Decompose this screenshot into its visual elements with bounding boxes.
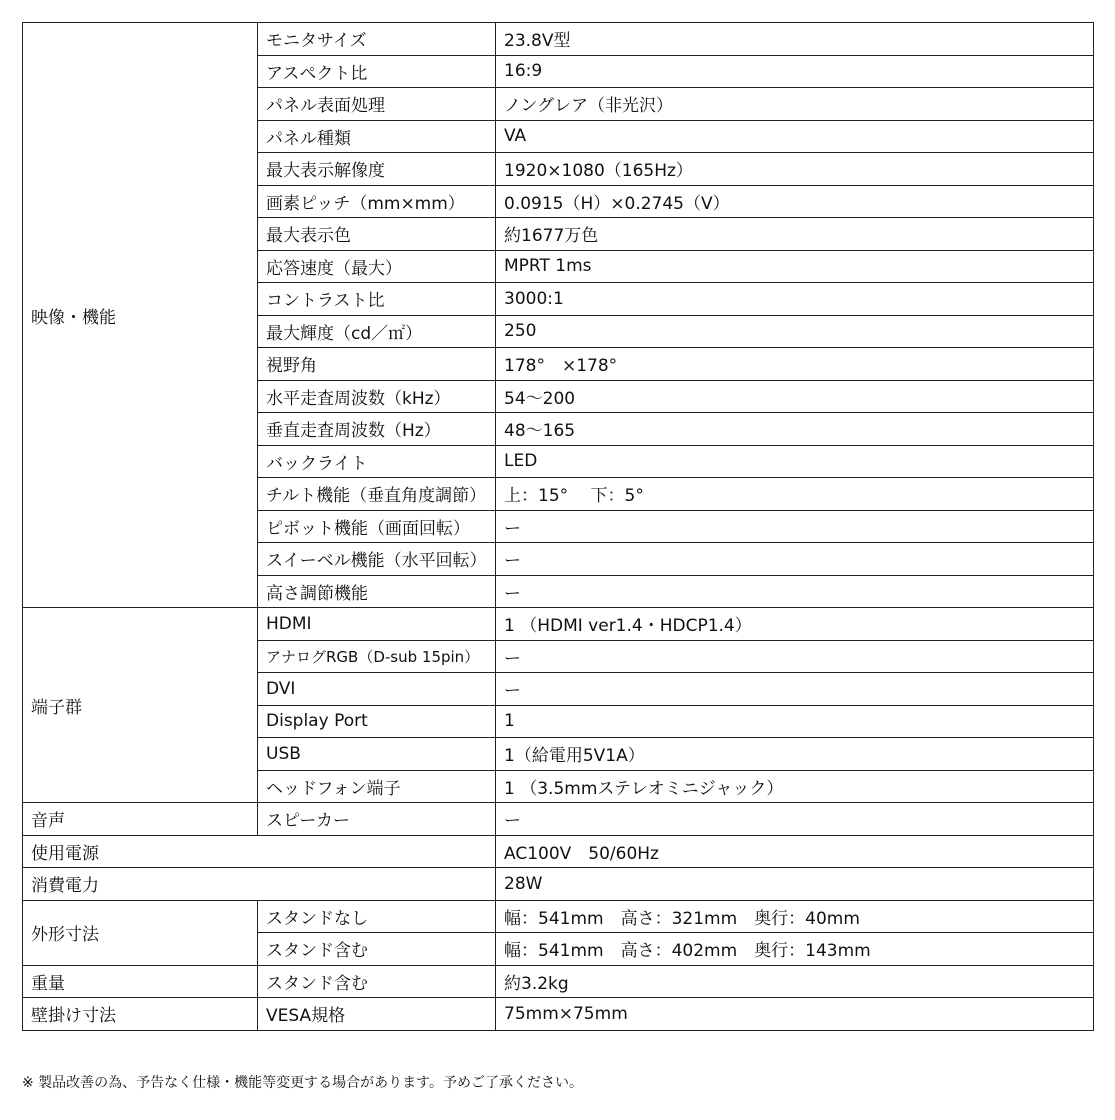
spec-label: モニタサイズ [258,23,496,56]
spec-value: 約3.2kg [496,965,1094,998]
spec-label: VESA規格 [258,998,496,1031]
spec-label: 最大表示色 [258,218,496,251]
spec-value: ー [496,510,1094,543]
spec-value: LED [496,445,1094,478]
spec-table-body [23,23,1094,1031]
footnote: ※ 製品改善の為、予告なく仕様・機能等変更する場合があります。予めご了承ください。 [22,1075,584,1091]
spec-label: スタンド含む [258,933,496,966]
table-row [23,835,1094,868]
table-row [23,23,1094,56]
spec-value: 約1677万色 [496,218,1094,251]
spec-label: 画素ピッチ（mm×mm） [258,185,496,218]
category-weight: 重量 [23,965,258,998]
table-row [23,868,1094,901]
spec-label: 水平走査周波数（kHz） [258,380,496,413]
spec-value: MPRT 1ms [496,250,1094,283]
spec-value: 1（給電用5V1A） [496,738,1094,771]
spec-value: AC100V 50/60Hz [496,835,1094,868]
spec-label: アナログRGB（D-sub 15pin） [258,640,496,673]
spec-label: コントラスト比 [258,283,496,316]
category-video: 映像・機能 [23,23,258,608]
category-dimensions: 外形寸法 [23,900,258,965]
spec-label: スタンドなし [258,900,496,933]
spec-value: 54〜200 [496,380,1094,413]
spec-value: 0.0915（H）×0.2745（V） [496,185,1094,218]
table-row [23,900,1094,933]
spec-table [22,22,1094,1031]
spec-value: 23.8V型 [496,23,1094,56]
spec-label: DVI [258,673,496,706]
spec-label: 視野角 [258,348,496,381]
category-wall-mount: 壁掛け寸法 [23,998,258,1031]
spec-label: パネル表面処理 [258,88,496,121]
spec-label: アスペクト比 [258,55,496,88]
spec-value: 幅：541mm 高さ：402mm 奥行：143mm [496,933,1094,966]
spec-label: 垂直走査周波数（Hz） [258,413,496,446]
spec-label: バックライト [258,445,496,478]
category-audio: 音声 [23,803,258,836]
spec-value: ー [496,575,1094,608]
spec-value: 幅：541mm 高さ：321mm 奥行：40mm [496,900,1094,933]
spec-value: ー [496,673,1094,706]
spec-value: 178° ×178° [496,348,1094,381]
spec-value: 75mm×75mm [496,998,1094,1031]
spec-value: 1920×1080（165Hz） [496,153,1094,186]
table-row [23,803,1094,836]
table-row [23,608,1094,641]
spec-label: スタンド含む [258,965,496,998]
spec-value: ー [496,543,1094,576]
spec-value: 48〜165 [496,413,1094,446]
spec-label: ピボット機能（画面回転） [258,510,496,543]
spec-label: 高さ調節機能 [258,575,496,608]
spec-label: スピーカー [258,803,496,836]
category-ports: 端子群 [23,608,258,803]
spec-value: 1 [496,705,1094,738]
spec-value: ー [496,803,1094,836]
spec-label: HDMI [258,608,496,641]
spec-value: 上：15° 下：5° [496,478,1094,511]
spec-label: 最大表示解像度 [258,153,496,186]
category-consumption: 消費電力 [23,868,496,901]
spec-label: ヘッドフォン端子 [258,770,496,803]
spec-value: 1 （HDMI ver1.4・HDCP1.4） [496,608,1094,641]
table-row [23,965,1094,998]
spec-value: 250 [496,315,1094,348]
spec-label: チルト機能（垂直角度調節） [258,478,496,511]
spec-value: ー [496,640,1094,673]
table-row [23,998,1094,1031]
spec-value: 3000:1 [496,283,1094,316]
category-power: 使用電源 [23,835,496,868]
spec-label: パネル種類 [258,120,496,153]
spec-value: VA [496,120,1094,153]
spec-value: 28W [496,868,1094,901]
spec-label: Display Port [258,705,496,738]
spec-label: 最大輝度（cd／㎡） [258,315,496,348]
spec-label: 応答速度（最大） [258,250,496,283]
spec-value: 1 （3.5mmステレオミニジャック） [496,770,1094,803]
spec-value: ノングレア（非光沢） [496,88,1094,121]
spec-label: スイーベル機能（水平回転） [258,543,496,576]
spec-value: 16:9 [496,55,1094,88]
spec-label: USB [258,738,496,771]
